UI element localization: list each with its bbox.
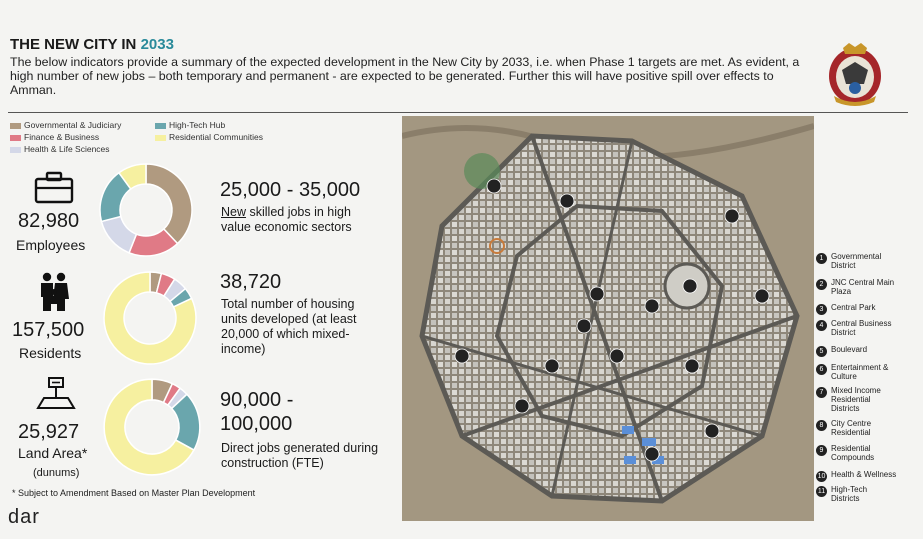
title-main: THE NEW CITY IN — [10, 36, 137, 53]
map-key-item: 5 Boulevard — [816, 345, 867, 357]
construction-jobs-desc: Direct jobs generated during construction (FTE) — [221, 441, 379, 470]
map-key-item: 6 Entertainment & Culture — [816, 363, 901, 381]
map-key-item: 10 Health & Wellness — [817, 470, 897, 480]
new-jobs-headline: 25,000 - 35,000 — [220, 179, 361, 201]
legend-swatch — [155, 123, 166, 129]
employees-label: Employees — [16, 237, 86, 253]
header-divider — [8, 112, 908, 113]
jordan-coat-of-arms-icon — [826, 40, 884, 108]
title-year: 2033 — [140, 36, 174, 53]
legend-swatch — [10, 135, 21, 141]
intro-text: The below indicators provide a summary of the expected development in the New City by 2033, i.e. when Phase 1 targets are met. As evident, a high number of new jobs – both temporary and permanent - are expected to be generated. Further this will have positive spill over effects to Amman. — [10, 55, 800, 97]
legend-item: Governmental & Judiciary — [10, 120, 121, 130]
housing-units-desc: Total number of housing units developed (at least 20,000 of which mixed-income) — [221, 297, 357, 356]
legend-item: Health & Life Sciences — [10, 144, 110, 154]
map-key-item: 9 Residential Compounds — [816, 444, 891, 462]
masterplan-map — [402, 116, 814, 521]
map-key-item: 11 High-Tech Districts — [817, 485, 868, 503]
legend-swatch — [10, 123, 21, 129]
legend-swatch — [10, 147, 21, 153]
land-area-value: 25,927 — [18, 421, 80, 443]
employees-value: 82,980 — [18, 210, 80, 232]
employees-donut-chart — [96, 160, 196, 260]
land-area-unit: (dunums) — [33, 467, 80, 479]
briefcase-icon — [34, 170, 74, 204]
map-key-item: 7 Mixed Income Residential Districts — [816, 386, 891, 413]
map-key-item: 2 JNC Central Main Plaza — [816, 278, 911, 296]
new-jobs-desc: New skilled jobs in high value economic sectors — [221, 205, 352, 234]
residents-value: 157,500 — [12, 319, 85, 341]
page-title — [10, 36, 174, 53]
map-key-item: 3 Central Park — [816, 303, 875, 315]
residents-donut-chart — [100, 268, 200, 368]
map-key-item: 4 Central Business District — [816, 319, 911, 337]
construction-jobs-headline: 90,000 - 100,000 — [220, 389, 294, 435]
legend-swatch — [155, 135, 166, 141]
footnote: * Subject to Amendment Based on Master Plan Development — [12, 488, 256, 498]
map-key-item: 1 Governmental District — [816, 252, 891, 270]
housing-units-headline: 38,720 — [220, 271, 282, 293]
residents-label: Residents — [19, 345, 82, 361]
dar-logo: dar — [8, 506, 40, 528]
donut-slice-health-life-sciences — [101, 216, 136, 252]
donut-slice-governmental-judiciary — [146, 164, 192, 244]
land-area-donut-chart — [100, 375, 204, 479]
legend-item: Residential Communities — [155, 132, 263, 142]
legend-item: High-Tech Hub — [155, 120, 225, 130]
land-area-label: Land Area* — [18, 445, 88, 461]
map-key-item: 8 City Centre Residential — [816, 419, 881, 437]
legend-item: Finance & Business — [10, 132, 99, 142]
land-icon — [36, 376, 76, 410]
family-icon — [38, 272, 70, 312]
